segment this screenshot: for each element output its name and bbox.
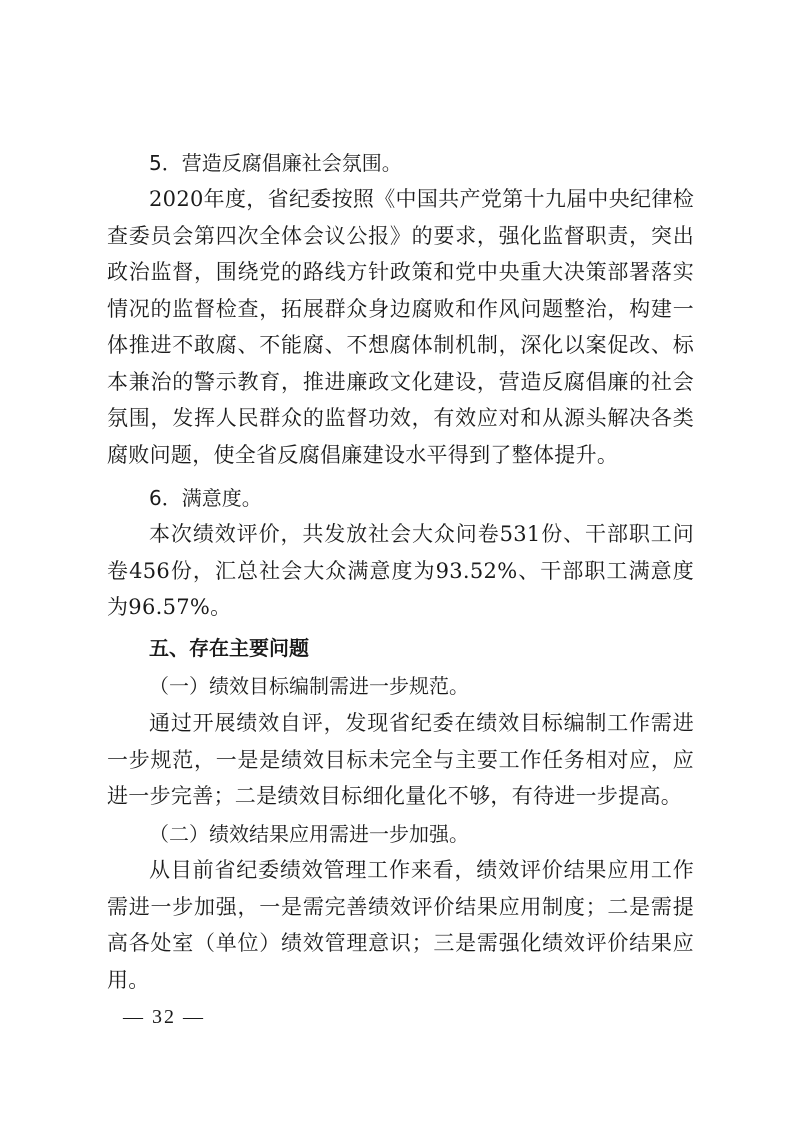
subsection-2-title: （二）绩效结果应用需进一步加强。 <box>149 822 469 846</box>
page-number: — 32 — <box>123 1006 205 1028</box>
subsection-1-title: （一）绩效目标编制需进一步规范。 <box>149 674 469 698</box>
section-6-title: 6．满意度。 <box>149 486 262 510</box>
section-5-title: 5．营造反腐倡廉社会氛围。 <box>149 151 402 175</box>
chapter-heading: 五、存在主要问题 <box>149 636 309 660</box>
subsection-1-body: 通过开展绩效自评，发现省纪委在绩效目标编制工作需进一步规范，一是是绩效目标未完全与主要工作任务相对应，应进一步完善；二是绩效目标细化量化不够，有待进一步提高。 <box>107 711 694 808</box>
section-5-body: 2020年度，省纪委按照《中国共产党第十九届中央纪律检查委员会第四次全体会议公报》的要求，强化监督职责，突出政治监督，围绕党的路线方针政策和党中央重大决策部署落实情况的监督检查，拓展群众身边腐败和作风问题整治，构建一体推进不敢腐、不能腐、不想腐体制机制，深化以案促改、标本兼治的警示教育，推进廉政文化建设，营造反腐倡廉的社会氛围，发挥人民群众的监督功效，有效应对和从源头解决各类腐败问题，使全省反腐倡廉建设水平得到了整体提升。 <box>107 187 694 467</box>
subsection-2-body: 从目前省纪委绩效管理工作来看，绩效评价结果应用工作需进一步加强，一是需完善绩效评价结果应用制度；二是需提高各处室（单位）绩效管理意识；三是需强化绩效评价结果应用。 <box>107 858 694 992</box>
section-6-body: 本次绩效评价，共发放社会大众问卷531份、干部职工问卷456份，汇总社会大众满意度为93.52%、干部职工满意度为96.57%。 <box>107 522 694 619</box>
